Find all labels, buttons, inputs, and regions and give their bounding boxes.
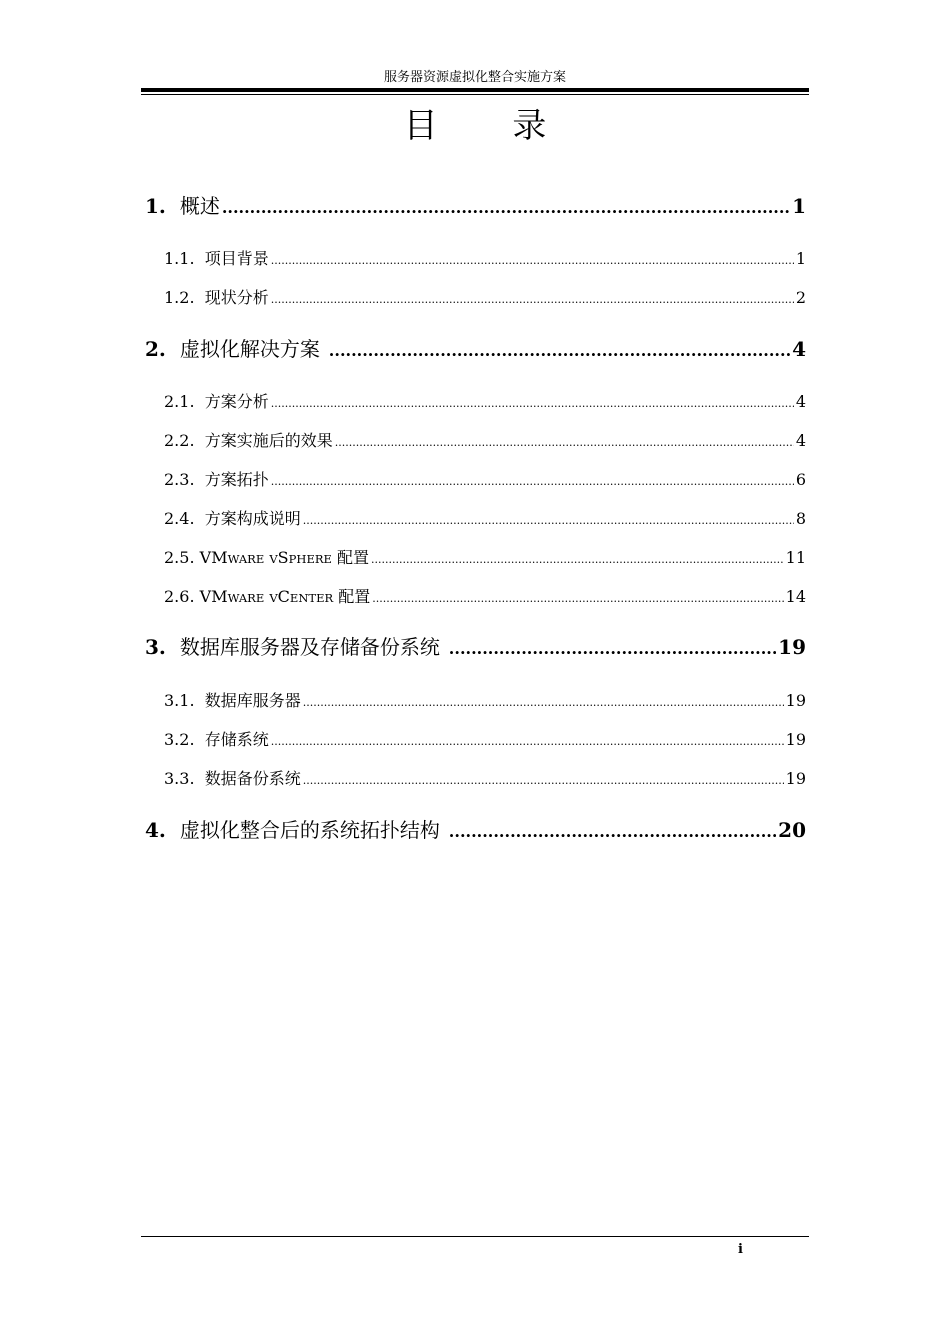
dot-leader (271, 397, 794, 410)
toc-entry-text: VMWARE VCENTER 配置 (199, 587, 371, 606)
toc-entry-label (164, 727, 269, 750)
toc-entry-text: 虚拟化解决方案 (179, 337, 320, 361)
toc-entry-label (164, 467, 269, 490)
toc-title: 目 录 (403, 106, 579, 146)
toc-entry-page: 4 (792, 337, 806, 361)
toc-entry-text: 方案分析 (204, 392, 269, 411)
toc-entry-number: 3.1. (164, 691, 195, 710)
toc-entry-3-2[interactable] (164, 727, 806, 749)
toc-entry-number: 2.1. (164, 392, 195, 411)
dot-leader (335, 436, 794, 449)
toc-entry-number: 2.5. (164, 548, 195, 567)
toc-entry-text: 概述 (179, 194, 220, 218)
toc-entry-text: 存储系统 (204, 730, 269, 749)
toc-entry-2-4[interactable] (164, 506, 806, 528)
toc-entry-label (164, 285, 269, 308)
toc-entry-text: 项目背景 (204, 249, 269, 268)
toc-entry-2[interactable] (145, 333, 806, 359)
toc-entry-label (164, 545, 369, 568)
footer-page-number: i (738, 1242, 743, 1257)
toc-entry-label (145, 333, 327, 362)
toc-entry-page: 6 (795, 470, 806, 489)
toc-entry-label (164, 766, 301, 789)
toc-entry-number: 3.2. (164, 730, 195, 749)
toc-entry-2-2[interactable] (164, 428, 806, 450)
toc-entry-page: 19 (785, 730, 806, 749)
toc-entry-label (145, 190, 220, 219)
toc-entry-page: 4 (795, 392, 806, 411)
toc-entry-label (145, 631, 447, 660)
toc-entry-page: 20 (778, 818, 806, 842)
toc-entry-text: 现状分析 (204, 288, 269, 307)
toc-entry-number: 3. (145, 635, 166, 659)
toc-entry-label (164, 389, 269, 412)
dot-leader (271, 293, 794, 306)
toc-entry-page: 19 (785, 769, 806, 788)
dot-leader (372, 592, 783, 605)
toc-entry-3-3[interactable] (164, 766, 806, 788)
toc-entry-label (145, 814, 447, 843)
toc-entry-4[interactable] (145, 814, 806, 840)
toc-entry-number: 4. (145, 818, 166, 842)
toc-entry-text: VMWARE VSPHERE 配置 (199, 548, 370, 567)
toc-entry-text: 数据库服务器 (204, 691, 301, 710)
toc-entry-page: 1 (792, 194, 806, 218)
toc-entry-text: 数据备份系统 (204, 769, 301, 788)
toc-entry-label (164, 506, 301, 529)
dot-leader (303, 696, 784, 709)
toc-entry-number: 2.3. (164, 470, 195, 489)
toc-entry-number: 1.1. (164, 249, 195, 268)
page-header-title: 服务器资源虚拟化整合实施方案 (383, 70, 566, 85)
dot-leader (222, 198, 790, 217)
dot-leader (271, 475, 794, 488)
toc-entry-number: 2.4. (164, 509, 195, 528)
toc-entry-2-6[interactable] (164, 584, 806, 606)
toc-entry-3[interactable] (145, 631, 806, 657)
dot-leader (371, 553, 784, 566)
toc-entry-page: 4 (795, 431, 806, 450)
dot-leader (449, 822, 776, 841)
toc-entry-number: 2.2. (164, 431, 195, 450)
toc-entry-number: 3.3. (164, 769, 195, 788)
toc-entry-page: 19 (778, 635, 806, 659)
dot-leader (303, 514, 794, 527)
toc-entry-3-1[interactable] (164, 688, 806, 710)
toc-entry-number: 2.6. (164, 587, 195, 606)
toc-entry-text: 虚拟化整合后的系统拓扑结构 (179, 818, 440, 842)
toc-entry-number: 1. (145, 194, 166, 218)
header-rule-thick (141, 88, 809, 92)
dot-leader (271, 735, 784, 748)
toc-entry-1-1[interactable] (164, 246, 806, 268)
dot-leader (271, 254, 794, 267)
toc-entry-label (164, 688, 301, 711)
toc-entry-page: 14 (785, 587, 806, 606)
footer-rule (141, 1236, 809, 1237)
toc-entry-number: 1.2. (164, 288, 195, 307)
toc-entry-text: 数据库服务器及存储备份系统 (179, 635, 440, 659)
toc-entry-text: 方案实施后的效果 (204, 431, 333, 450)
dot-leader (449, 639, 776, 658)
toc-entry-text: 方案拓扑 (204, 470, 269, 489)
toc-entry-text: 方案构成说明 (204, 509, 301, 528)
toc-entry-1[interactable] (145, 190, 806, 216)
toc-entry-2-5[interactable] (164, 545, 806, 567)
toc-entry-page: 8 (795, 509, 806, 528)
toc-entry-label (164, 584, 370, 607)
toc-entry-page: 19 (785, 691, 806, 710)
toc-entry-number: 2. (145, 337, 166, 361)
toc-entry-1-2[interactable] (164, 285, 806, 307)
header-rule-thin (141, 94, 809, 95)
dot-leader (303, 774, 784, 787)
toc-entry-page: 11 (785, 548, 806, 567)
toc-entry-page: 2 (795, 288, 806, 307)
toc-entry-label (164, 428, 333, 451)
toc-entry-page: 1 (795, 249, 806, 268)
toc-entry-2-3[interactable] (164, 467, 806, 489)
dot-leader (329, 341, 790, 360)
toc-entry-label (164, 246, 269, 269)
toc-entry-2-1[interactable] (164, 389, 806, 411)
